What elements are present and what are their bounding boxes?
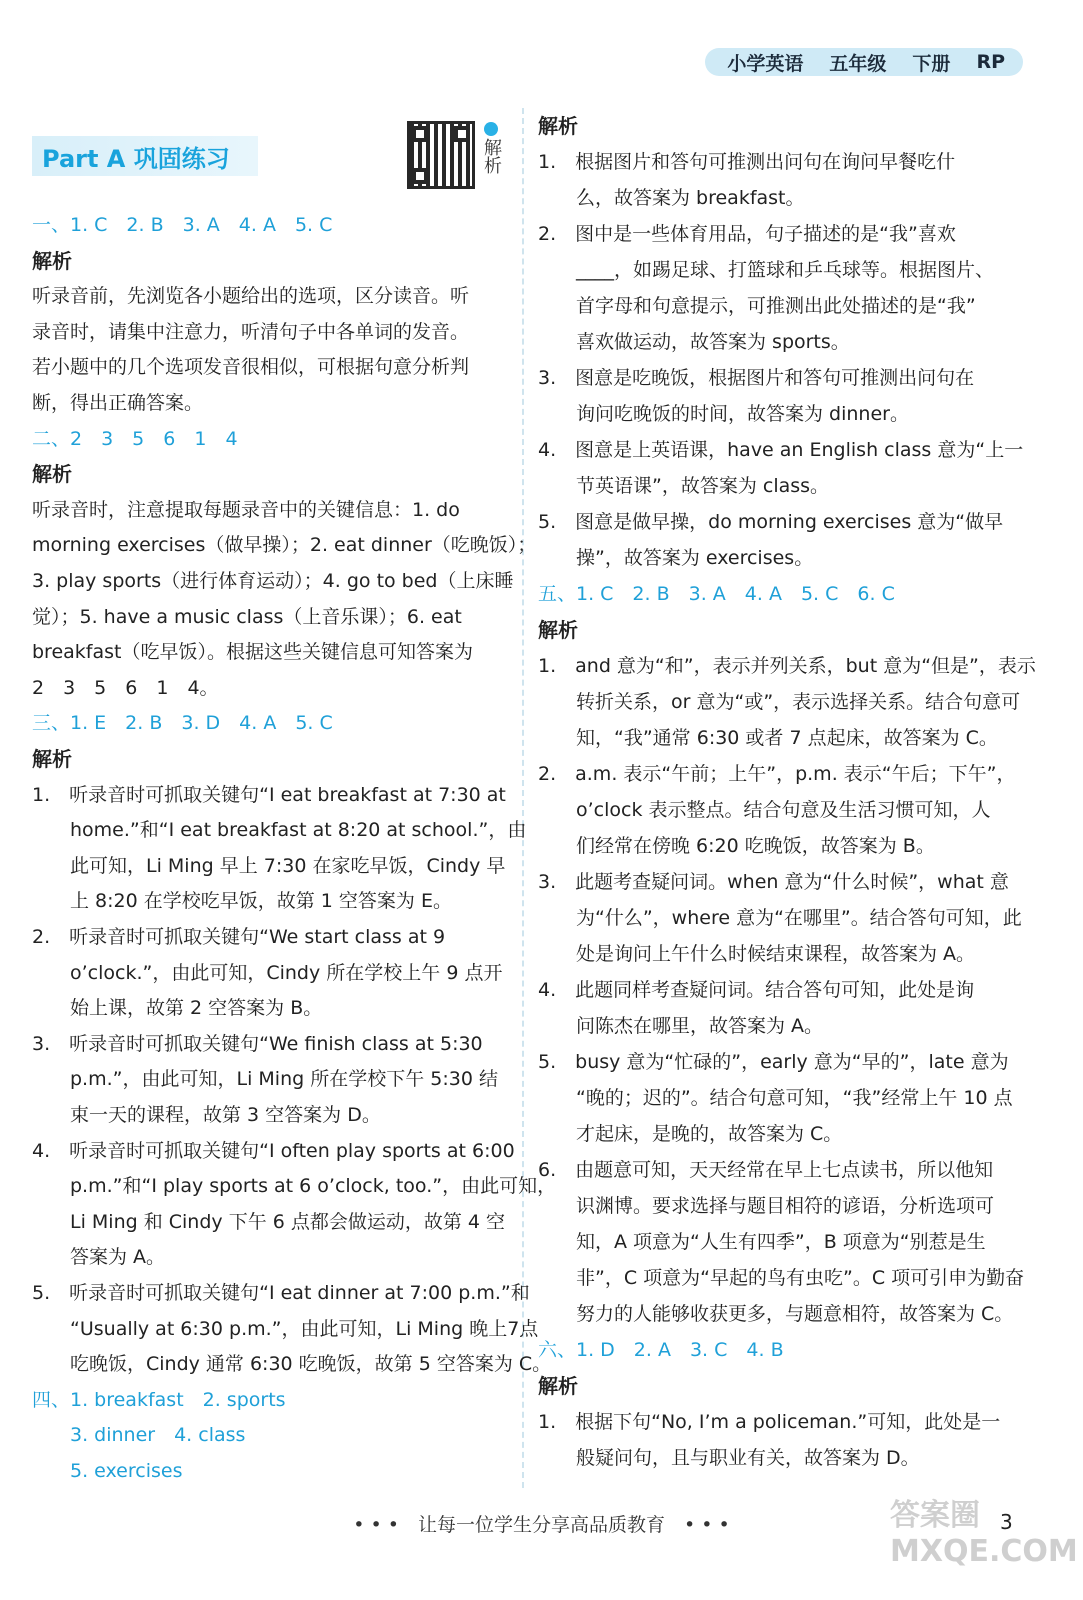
explanation-line: 若小题中的几个选项发音很相似，可根据句意分析判	[32, 356, 470, 379]
section-heading: 解析	[32, 462, 72, 487]
explanation-line: 1. 听录音时可抓取关键句“I eat breakfast at 7:30 at	[32, 783, 506, 806]
explanation-line: 2. 图中是一些体育用品，句子描述的是“我”喜欢	[538, 223, 956, 245]
explanation-line: p.m.”和“I play sports at 6 o’clock, too.”，由此可知，	[32, 1175, 557, 1198]
explanation-line: 吃晚饭，Cindy 通常 6:30 吃晚饭，故第 5 空答案为 C。	[32, 1353, 552, 1376]
explanation-line: 操”，故答案为 exercises。	[538, 547, 814, 569]
explanation-line: 4. 图意是上英语课，have an English class 意为“上一	[538, 439, 1024, 461]
explanation-line: 节英语课”，故答案为 class。	[538, 475, 830, 497]
explanation-line: 2 3 5 6 1 4。	[32, 676, 219, 699]
explanation-line: 始上课，故第 2 空答案为 B。	[32, 997, 323, 1020]
answer-line: 四、1. breakfast 2. sports	[32, 1388, 286, 1411]
explanation-line: 么，故答案为 breakfast。	[538, 187, 805, 209]
explanation-line: 识渊博。要求选择与题目相符的谚语，分析选项可	[538, 1195, 995, 1217]
explanation-line: “Usually at 6:30 p.m.”，由此可知，Li Ming 晚上7点	[32, 1317, 539, 1340]
qr-finder-icon	[412, 168, 428, 184]
explanation-line: 非”，C 项意为“早起的鸟有虫吃”。C 项可引申为勤奋	[538, 1267, 1025, 1289]
explanation-line: 知，“我”通常 6:30 或者 7 点起床，故答案为 C。	[538, 727, 998, 749]
explanation-line: 们经常在傍晚 6:20 吃晚饭，故答案为 B。	[538, 835, 935, 857]
explanation-line: 1. 根据下句“No, I’m a policeman.”可知，此处是一	[538, 1411, 1001, 1433]
explanation-line: 为“什么”，where 意为“在哪里”。结合答句可知，此	[538, 907, 1022, 929]
explanation-line: 3. 图意是吃晚饭，根据图片和答句可推测出问句在	[538, 367, 975, 389]
explanation-line: 处是询问上午什么时候结束课程，故答案为 A。	[538, 943, 976, 965]
explanation-line: 1. 根据图片和答句可推测出问句在询问早餐吃什	[538, 151, 956, 173]
explanation-line: 断，得出正确答案。	[32, 392, 204, 414]
explanation-line: Li Ming 和 Cindy 下午 6 点都会做运动，故第 4 空	[32, 1210, 506, 1233]
explanation-line: o’clock 表示整点。结合句意及生活习惯可知，人	[538, 799, 991, 821]
section-heading: 解析	[538, 1374, 578, 1398]
section-heading: 解析	[32, 747, 72, 771]
explanation-line: 觉）；5. have a music class（上音乐课）；6. eat	[32, 605, 462, 628]
explanation-line: 4. 此题同样考查疑问词。结合答句可知，此处是询	[538, 979, 975, 1001]
explanation-line: o’clock.”，由此可知，Cindy 所在学校上午 9 点开	[32, 961, 503, 984]
explanation-line: 5. 听录音时可抓取关键句“I eat dinner at 7:00 p.m.”和	[32, 1282, 530, 1304]
answer-line: 六、1. D 2. A 3. C 4. B	[538, 1339, 784, 1361]
explanation-line: “晚的；迟的”。结合句意可知，“我”经常上午 10 点	[538, 1087, 1013, 1109]
qr-finder-icon	[412, 126, 428, 142]
explanation-line: 知，A 项意为“人生有四季”，B 项意为“别惹是生	[538, 1231, 986, 1253]
explanation-line: 1. and 意为“和”，表示并列关系，but 意为“但是”，表示	[538, 655, 1036, 677]
explanation-line: 5. 图意是做早操，do morning exercises 意为“做早	[538, 511, 1004, 533]
answer-line: 五、1. C 2. B 3. A 4. A 5. C 6. C	[538, 583, 895, 605]
explanation-line: 上 8:20 在学校吃早饭，故第 1 空答案为 E。	[32, 890, 452, 913]
watermark-logo: 答案圈 MXQE.COM	[890, 1498, 1078, 1569]
explanation-line: breakfast（吃早饭）。根据这些关键信息可知答案为	[32, 641, 473, 664]
header-volume: 下册	[912, 52, 951, 75]
explanation-line: 努力的人能够收获更多，与题意相符，故答案为 C。	[538, 1303, 1014, 1325]
answer-line: 三、1. E 2. B 3. D 4. A 5. C	[32, 712, 333, 735]
footer-slogan: • • • 让每一位学生分享高品质教育 • • •	[353, 1514, 730, 1536]
explanation-line: 录音时，请集中注意力，听清句子中各单词的发音。	[32, 320, 470, 343]
answer-line: 一、1. C 2. B 3. A 4. A 5. C	[32, 214, 333, 236]
explanation-line: 询问吃晚饭的时间，故答案为 dinner。	[538, 403, 909, 425]
explanation-line: 2. a.m. 表示“午前；上午”，p.m. 表示“午后；下午”，	[538, 763, 1016, 785]
explanation-line: 答案为 A。	[32, 1246, 166, 1269]
explanation-line: 喜欢做运动，故答案为 sports。	[538, 331, 850, 353]
header-grade: 五年级	[829, 52, 887, 75]
explanation-line: 3. 听录音时可抓取关键句“We finish class at 5:30	[32, 1032, 483, 1055]
explanation-line: 此可知，Li Ming 早上 7:30 在家吃早饭，Cindy 早	[32, 854, 506, 877]
explanation-line: 般疑问句，且与职业有关，故答案为 D。	[538, 1447, 920, 1469]
qr-label-text: 解析	[481, 138, 502, 174]
answer-line: 5. exercises	[32, 1460, 183, 1482]
explanation-line: p.m.”，由此可知，Li Ming 所在学校下午 5:30 结	[32, 1068, 498, 1091]
explanation-line: 转折关系，or 意为“或”，表示选择关系。结合句意可	[538, 691, 1021, 713]
explanation-line: 6. 由题意可知，天天经常在早上七点读书，所以他知	[538, 1159, 994, 1181]
section-heading: 解析	[32, 248, 72, 273]
qr-code-icon[interactable]	[407, 121, 475, 189]
explanation-line: 问陈杰在哪里，故答案为 A。	[538, 1015, 824, 1037]
page-number: 3	[1000, 1510, 1013, 1534]
explanation-line: 束一天的课程，故第 3 空答案为 D。	[32, 1104, 381, 1126]
explanation-line: 5. busy 意为“忙碌的”，early 意为“早的”，late 意为	[538, 1051, 1009, 1073]
explanation-line: 4. 听录音时可抓取关键句“I often play sports at 6:00	[32, 1139, 515, 1162]
explanation-line: 3. play sports（进行体育运动）；4. go to bed（上床睡	[32, 570, 514, 592]
play-icon	[484, 122, 498, 136]
header-subject: 小学英语	[727, 52, 804, 75]
header-pill	[705, 48, 1023, 76]
section-heading: 解析	[538, 618, 578, 642]
header-edition: RP	[976, 51, 1005, 73]
explanation-line: 3. 此题考查疑问词。when 意为“什么时候”，what 意	[538, 871, 1009, 893]
explanation-line: home.”和“I eat breakfast at 8:20 at school.”，由	[32, 819, 527, 842]
answer-line: 3. dinner 4. class	[32, 1424, 246, 1447]
part-title: Part A 巩固练习	[32, 136, 258, 176]
explanation-line: 才起床，是晚的，故答案为 C。	[538, 1123, 843, 1145]
explanation-line: ____，如踢足球、打篮球和乒乓球等。根据图片、	[538, 259, 995, 281]
explanation-line: 听录音时，注意提取每题录音中的关键信息：1. do	[32, 498, 460, 521]
explanation-line: 2. 听录音时可抓取关键句“We start class at 9	[32, 926, 446, 948]
answer-line: 二、2 3 5 6 1 4	[32, 427, 238, 450]
qr-label	[480, 122, 502, 180]
section-heading: 解析	[538, 114, 578, 138]
explanation-line: morning exercises（做早操）；2. eat dinner（吃晚饭）；	[32, 534, 537, 557]
explanation-line: 听录音前，先浏览各小题给出的选项，区分读音。听	[32, 285, 470, 308]
explanation-line: 首字母和句意提示，可推测出此处描述的是“我”	[538, 295, 976, 317]
qr-finder-icon	[454, 126, 470, 142]
